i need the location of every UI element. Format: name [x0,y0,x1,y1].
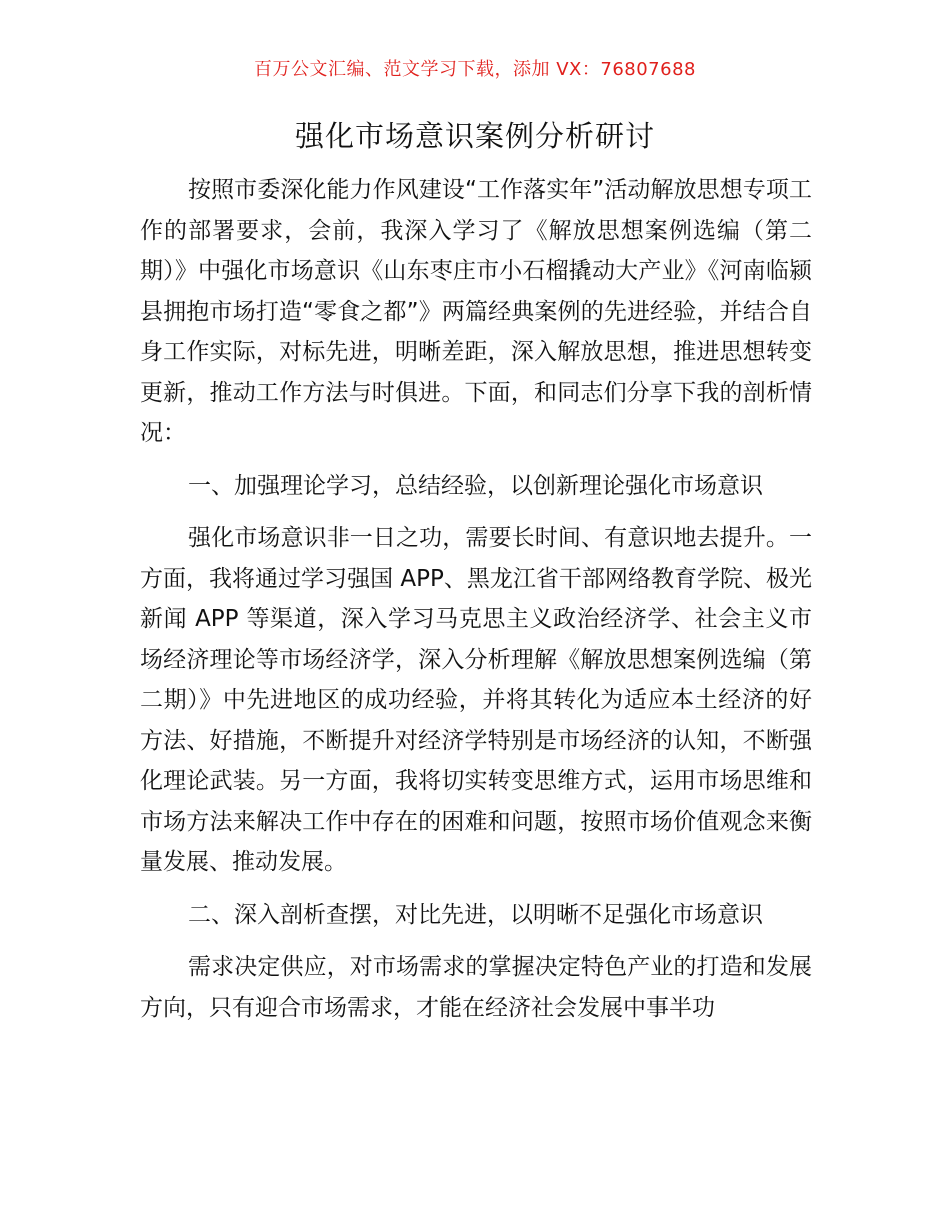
intro-paragraph: 按照市委深化能力作风建设“工作落实年”活动解放思想专项工作的部署要求，会前，我深入学习了《解放思想案例选编（第二期）》中强化市场意识《山东枣庄市小石榴撬动大产业》《河南临颍县拥抱市场打造“零食之都”》两篇经典案例的先进经验，并结合自身工作实际，对标先进，明晰差距，深入解放思想，推进思想转变更新，推动工作方法与时俱进。下面，和同志们分享下我的剖析情况： [140,177,812,446]
watermark-banner: 百万公文汇编、范文学习下载，添加 VX：76807688 [254,59,696,80]
section-paragraph-2: 需求决定供应，对市场需求的掌握决定特色产业的打造和发展方向，只有迎合市场需求，才能在经济社会发展中事半功 [140,954,812,1021]
section-heading-1: 一、加强理论学习，总结经验，以创新理论强化市场意识 [188,472,763,499]
document-body [140,170,812,1028]
section-paragraph-1: 强化市场意识非一日之功，需要长时间、有意识地去提升。一方面，我将通过学习强国 APP、黑龙江省干部网络教育学院、极光新闻 APP 等渠道，深入学习马克思主义政治经济学、社会主义市场经济理论等市场经济学，深入分析理解《解放思想案例选编（第二期）》中先进地区的成功经验，并将其转化为适应本土经济的好方法、好措施，不断提升对经济学特别是市场经济的认知，不断强化理论武装。另一方面，我将切实转变思维方式，运用市场思维和市场方法来解决工作中存在的困难和问题，按照市场价值观念来衡量发展、推动发展。 [140,525,812,875]
document-title: 强化市场意识案例分析研讨 [294,119,655,153]
section-heading-2: 二、深入剖析查摆，对比先进，以明晰不足强化市场意识 [188,901,763,928]
